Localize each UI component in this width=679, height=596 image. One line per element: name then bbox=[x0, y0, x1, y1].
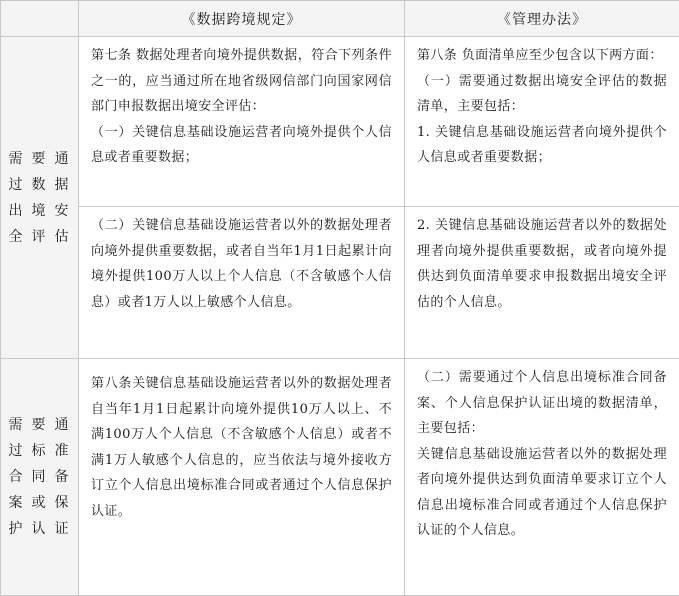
measures-article8-item1: 1. 关键信息基础设施运营者向境外提供个人信息或者重要数据； bbox=[417, 120, 667, 171]
standard-contract-label: 需要通过标准合同备案或保护认证 bbox=[9, 412, 71, 542]
regulation-article7-cell bbox=[79, 37, 405, 207]
regulation-article7-item2-cell bbox=[79, 207, 405, 359]
security-assessment-label-cell bbox=[1, 37, 79, 359]
header-row bbox=[1, 1, 679, 37]
header-measures-title: 《管理办法》 bbox=[405, 1, 679, 37]
measures-article8-cell bbox=[405, 37, 679, 207]
regulation-article7-item1: （一）关键信息基础设施运营者向境外提供个人信息或者重要数据； bbox=[91, 120, 392, 171]
security-assessment-label: 需要通过数据出境安全评估 bbox=[9, 146, 71, 250]
measures-section2-cell bbox=[405, 359, 679, 596]
standard-contract-label-cell bbox=[1, 359, 79, 596]
standard-contract-row bbox=[1, 359, 679, 596]
security-assessment-row-top bbox=[1, 37, 679, 207]
header-regulation-title: 《数据跨境规定》 bbox=[79, 1, 405, 37]
header-corner-cell bbox=[1, 1, 79, 37]
measures-section2-text: 关键信息基础设施运营者以外的数据处理者向境外提供达到负面清单要求订立个人信息出境标准合同或者通过个人信息保护认证的个人信息。 bbox=[417, 442, 667, 544]
measures-section2-intro: （二）需要通过个人信息出境标准合同备案、个人信息保护认证出境的数据清单，主要包括： bbox=[417, 365, 667, 442]
measures-article8-intro: 第八条 负面清单应至少包含以下两方面： bbox=[417, 43, 667, 69]
security-assessment-row-bottom bbox=[1, 207, 679, 359]
measures-article8-item2-cell bbox=[405, 207, 679, 359]
regulation-article8-cell bbox=[79, 359, 405, 596]
measures-article8-item2: 2. 关键信息基础设施运营者以外的数据处理者向境外提供重要数据，或者向境外提供达到负面清单要求申报数据出境安全评估的个人信息。 bbox=[417, 213, 667, 315]
regulation-article7-intro: 第七条 数据处理者向境外提供数据，符合下列条件之一的，应当通过所在地省级网信部门向国家网信部门申报数据出境安全评估： bbox=[91, 43, 392, 120]
regulation-article7-item2: （二）关键信息基础设施运营者以外的数据处理者向境外提供重要数据，或者自当年1月1日起累计向境外提供100万人以上个人信息（不含敏感个人信息）或者1万人以上敏感个人信息。 bbox=[91, 213, 392, 315]
regulation-article8-text: 第八条关键信息基础设施运营者以外的数据处理者自当年1月1日起累计向境外提供10万人以上、不满100万人个人信息（不含敏感个人信息）或者不满1万人敏感个人信息的，应当依法与境外接收方订立个人信息出境标准合同或者通过个人信息保护认证。 bbox=[91, 371, 392, 524]
measures-article8-section1: （一）需要通过数据出境安全评估的数据清单，主要包括： bbox=[417, 69, 667, 120]
